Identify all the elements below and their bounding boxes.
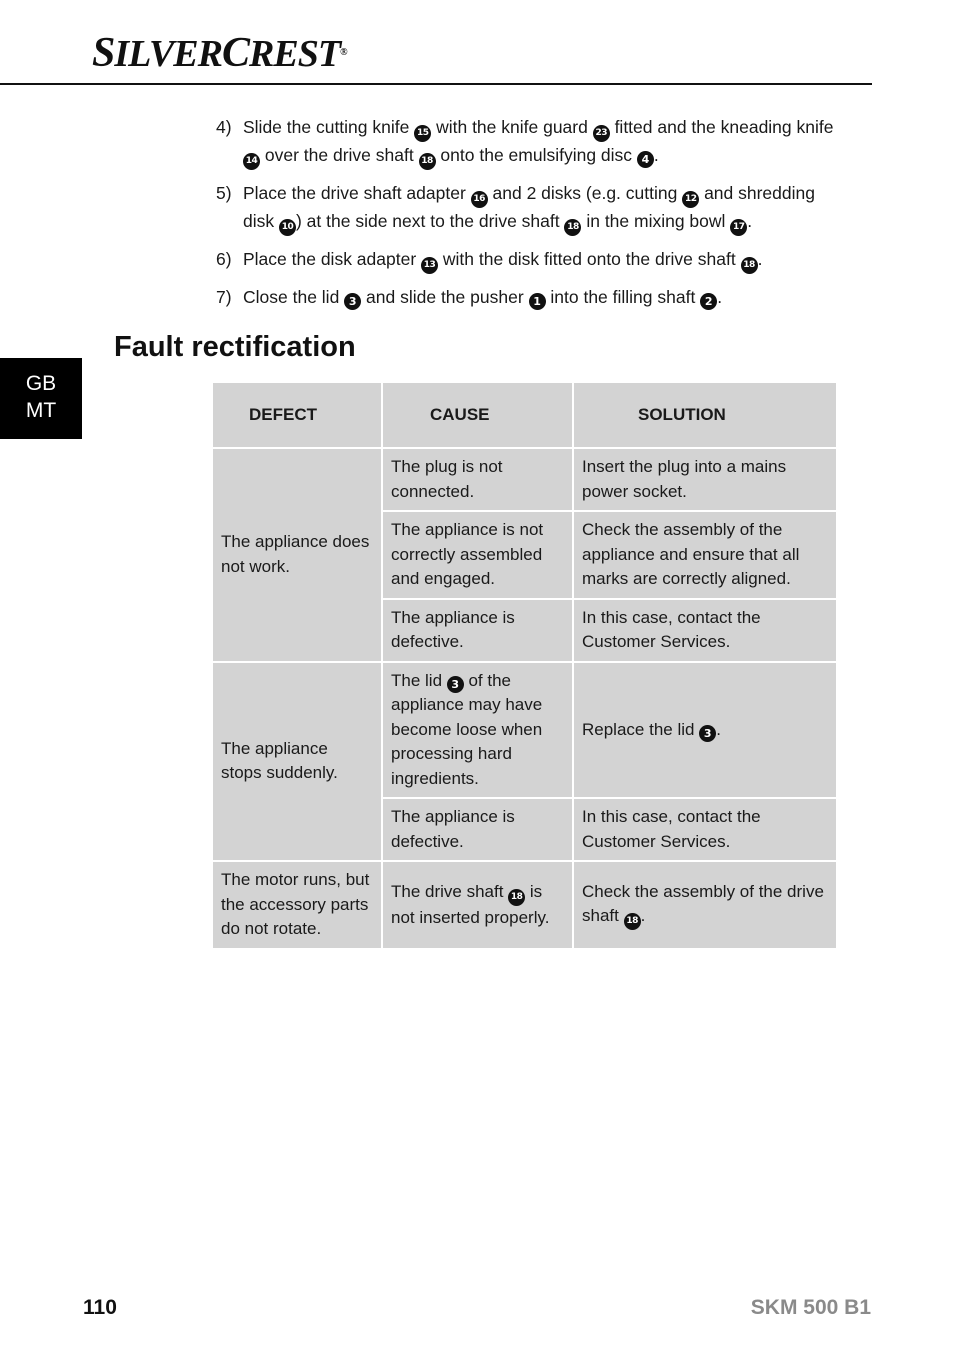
step-text: Close the lid 3 and slide the pusher 1 into the filling shaft 2 . bbox=[243, 287, 723, 308]
part-number-badge: 4 bbox=[637, 151, 654, 168]
solution-cell: In this case, contact the Customer Services. bbox=[573, 599, 837, 662]
list-item bbox=[216, 246, 836, 274]
fault-table bbox=[211, 381, 838, 950]
defect-cell: The appliance stops suddenly. bbox=[212, 662, 382, 862]
part-number-badge: 17 bbox=[730, 219, 747, 236]
header-rule bbox=[0, 83, 872, 85]
brand-letter: C bbox=[222, 30, 250, 76]
part-number-badge: 13 bbox=[421, 257, 438, 274]
part-number-badge: 18 bbox=[564, 219, 581, 236]
part-number-badge: 18 bbox=[624, 913, 641, 930]
brand-text: ILVER bbox=[114, 33, 222, 75]
part-number-badge: 16 bbox=[471, 191, 488, 208]
part-number-badge: 3 bbox=[699, 725, 716, 742]
part-number-badge: 3 bbox=[344, 293, 361, 310]
step-text: Slide the cutting knife 15 with the knife guard 23 fitted and the kneading knife 14 over the drive shaft 18 onto the emulsifying disc 4 . bbox=[243, 114, 836, 170]
step-text: Place the drive shaft adapter 16 and 2 disks (e.g. cutting 12 and shredding disk 10 ) at the side next to the drive shaft 18 in the mixing bowl 17 . bbox=[243, 180, 836, 236]
model-number: SKM 500 B1 bbox=[750, 1296, 871, 1319]
language-code: GB bbox=[25, 372, 57, 395]
list-item bbox=[216, 284, 836, 310]
page-number: 110 bbox=[83, 1296, 117, 1319]
step-number: 7) bbox=[216, 287, 232, 307]
part-number-badge: 18 bbox=[419, 153, 436, 170]
brand-text: REST bbox=[249, 33, 341, 75]
table-row bbox=[212, 662, 837, 799]
defect-cell: The motor runs, but the accessory parts do not rotate. bbox=[212, 861, 382, 949]
step-number: 4) bbox=[216, 117, 232, 137]
part-number-badge: 1 bbox=[529, 293, 546, 310]
language-code: MT bbox=[25, 399, 57, 422]
part-number-badge: 3 bbox=[447, 676, 464, 693]
step-number: 6) bbox=[216, 249, 232, 269]
part-number-badge: 12 bbox=[682, 191, 699, 208]
cause-cell: The appliance is not correctly assembled and engaged. bbox=[382, 511, 573, 599]
language-tab bbox=[0, 358, 82, 439]
registered-mark: ® bbox=[340, 47, 347, 58]
part-number-badge: 15 bbox=[414, 125, 431, 142]
list-item bbox=[216, 114, 836, 170]
cause-cell: The appliance is defective. bbox=[382, 599, 573, 662]
part-number-badge: 18 bbox=[508, 889, 525, 906]
step-text: Place the disk adapter 13 with the disk fitted onto the drive shaft 18 . bbox=[243, 246, 836, 274]
part-number-badge: 2 bbox=[700, 293, 717, 310]
solution-cell: Insert the plug into a mains power socket. bbox=[573, 448, 837, 511]
table-header-row bbox=[212, 382, 837, 448]
part-number-badge: 14 bbox=[243, 153, 260, 170]
assembly-steps bbox=[216, 114, 836, 320]
brand-letter: S bbox=[92, 30, 115, 76]
step-number: 5) bbox=[216, 183, 232, 203]
part-number-badge: 10 bbox=[279, 219, 296, 236]
part-number-badge: 23 bbox=[593, 125, 610, 142]
header-defect: DEFECT bbox=[212, 382, 382, 448]
brand-logo bbox=[92, 32, 347, 75]
cause-cell: The appliance is defective. bbox=[382, 798, 573, 861]
section-title: Fault rectification bbox=[114, 331, 356, 363]
cause-cell: The drive shaft 18 is not inserted properly. bbox=[382, 861, 573, 949]
defect-cell: The appliance does not work. bbox=[212, 448, 382, 662]
solution-cell: Check the assembly of the drive shaft 18 . bbox=[573, 861, 837, 949]
solution-cell: Check the assembly of the appliance and ensure that all marks are correctly aligned. bbox=[573, 511, 837, 599]
header-cause: CAUSE bbox=[382, 382, 573, 448]
cause-cell: The lid 3 of the appliance may have become loose when processing hard ingredients. bbox=[382, 662, 573, 799]
table-row bbox=[212, 861, 837, 949]
solution-cell: In this case, contact the Customer Services. bbox=[573, 798, 837, 861]
solution-cell: Replace the lid 3 . bbox=[573, 662, 837, 799]
table-row bbox=[212, 448, 837, 511]
header-solution: SOLUTION bbox=[573, 382, 837, 448]
list-item bbox=[216, 180, 836, 236]
cause-cell: The plug is not connected. bbox=[382, 448, 573, 511]
part-number-badge: 18 bbox=[741, 257, 758, 274]
